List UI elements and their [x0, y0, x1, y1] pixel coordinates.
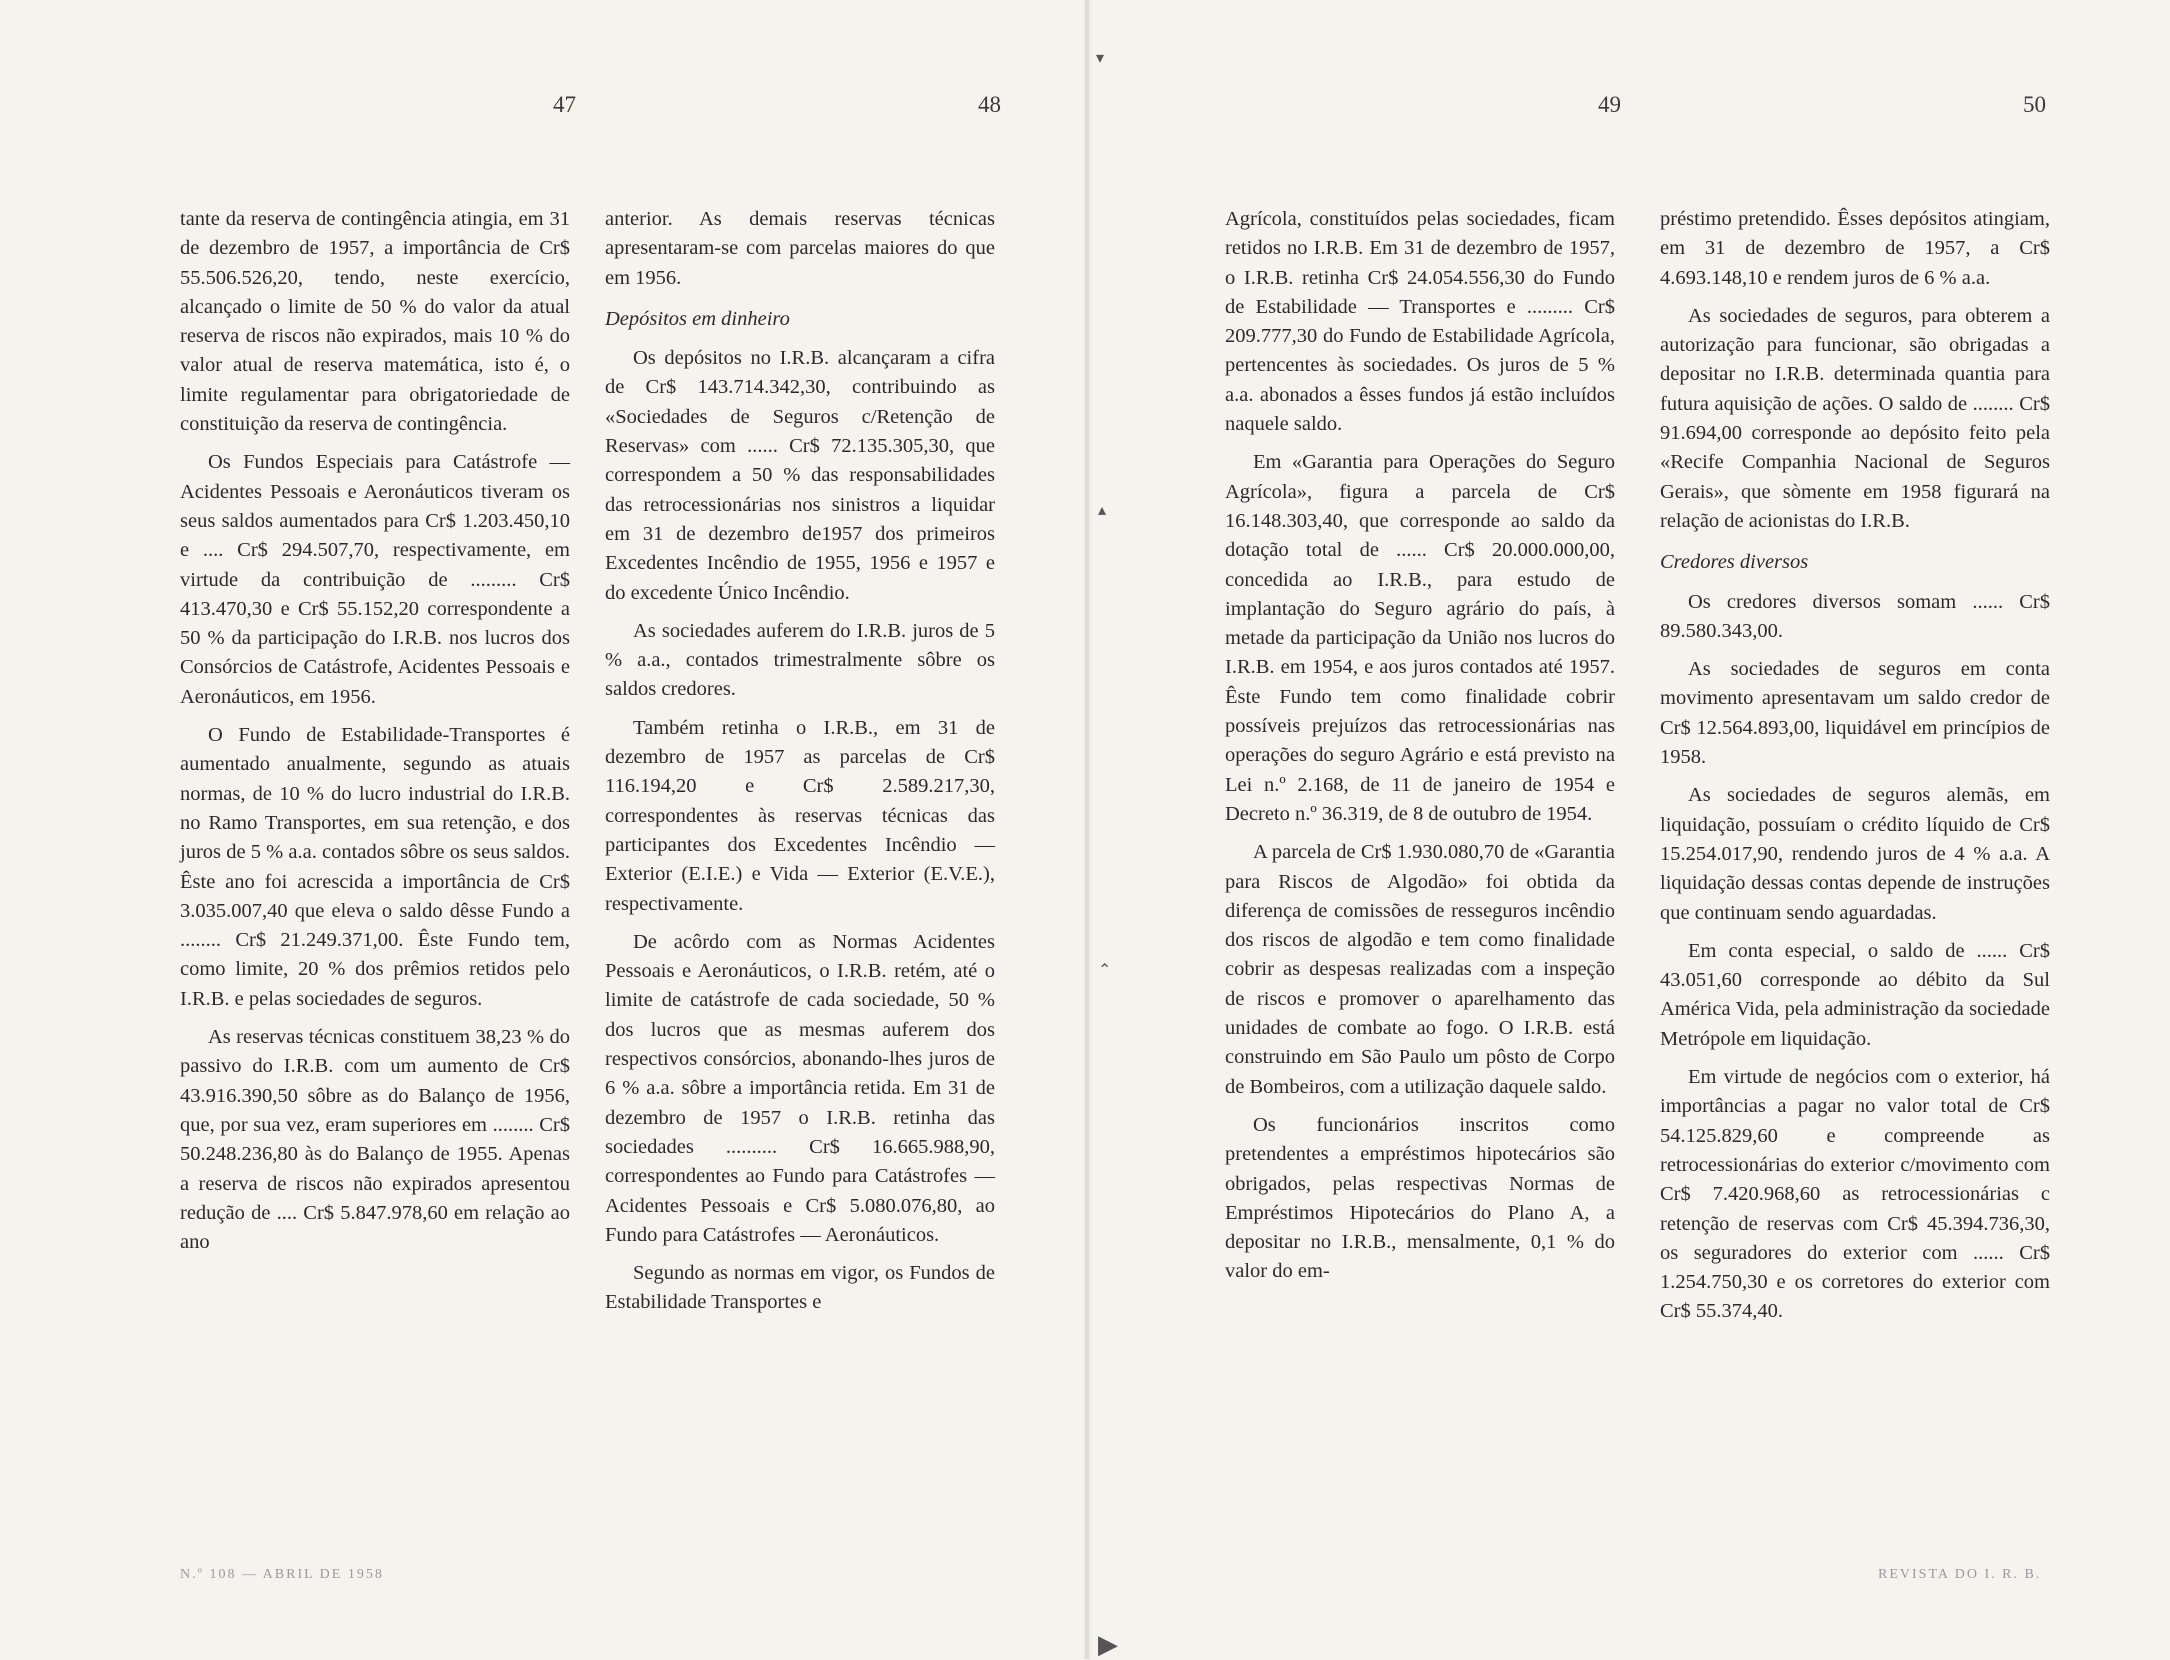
paragraph: tante da reserva de contingência atingia, em 31 de dezembro de 1957, a importância de Cr$ 55.506.526,20, tendo, neste exercício, alcançado o limite de 50 % do valor da atual reserva de riscos não expirados, mais 10 % do valor atual de reserva matemática, isto é, o limite regulamentar para obrigatoriedade de constituição da reserva de contingência.	[180, 208, 570, 436]
page-number-48: 48	[978, 92, 1001, 117]
section-heading: Depósitos em dinheiro	[605, 307, 790, 330]
paragraph: As reservas técnicas constituem 38,23 % do passivo do I.R.B. com um aumento de Cr$ 43.916.390,50 sôbre as do Balanço de 1956, que, por sua vez, eram superiores em ........ Cr$ 50.248.236,80 às do Balanço de 1955. Apenas a reserva de riscos não expirados apresentou redução de .... Cr$ 5.847.978,60 em relação ao ano	[180, 1026, 570, 1254]
paragraph: Os credores diversos somam ...... Cr$ 89.580.343,00.	[1660, 590, 2050, 642]
scan-mark-icon: ⌃	[1098, 962, 1112, 979]
paragraph: A parcela de Cr$ 1.930.080,70 de «Garantia para Riscos de Algodão» foi obtida da diferença de comissões de resseguros incêndio dos riscos de algodão e tem como finalidade cobrir as despesas realizadas com a inspeção de riscos e promover o aparelhamento das unidades de combate ao fogo. O I.R.B. está construindo em São Paulo um pôsto de Corpo de Bombeiros, com a utilização daquele saldo.	[1225, 841, 1615, 1098]
paragraph: préstimo pretendido. Êsses depósitos atingiam, em 31 de dezembro de 1957, a Cr$ 4.693.148,10 e rendem juros de 6 % a.a.	[1660, 208, 2050, 289]
paragraph: As sociedades auferem do I.R.B. juros de 5 % a.a., contados trimestralmente sôbre os saldos credores.	[605, 619, 995, 701]
paragraph: Agrícola, constituídos pelas sociedades, ficam retidos no I.R.B. Em 31 de dezembro de 1957, o I.R.B. retinha Cr$ 24.054.556,30 do Fundo de Estabilidade — Transportes e ......... Cr$ 209.777,30 do Fundo de Estabilidade Agrícola, pertencentes às sociedades. Os juros de 5 % a.a. abonados a êsses fundos já estão incluídos naquele saldo.	[1225, 208, 1615, 436]
paragraph: Os Fundos Especiais para Catástrofe — Acidentes Pessoais e Aeronáuticos tiveram os seus saldos aumentados para Cr$ 1.203.450,10 e .... Cr$ 294.507,70, respectivamente, em virtude da contribuição de ......... Cr$ 413.470,30 e Cr$ 55.152,20 correspondente a 50 % da participação do I.R.B. nos lucros dos Consórcios de Catástrofe, Acidentes Pessoais e Aeronáuticos, em 1956.	[180, 451, 570, 708]
paragraph: As sociedades de seguros alemãs, em liquidação, possuíam o crédito líquido de Cr$ 15.254.017,90, rendendo juros de 4 % a.a. A liquidação dessas contas depende de instruções que continuam sendo aguardadas.	[1660, 784, 2050, 924]
section-heading: Credores diversos	[1660, 551, 1809, 574]
scan-mark-icon: ▶	[1098, 1630, 1118, 1659]
paragraph: Segundo as normas em vigor, os Fundos de Estabilidade Transportes e	[605, 1262, 995, 1314]
footer-issue: N.º 108 — ABRIL DE 1958	[180, 1567, 384, 1582]
column-page-49	[1225, 205, 1615, 1296]
paragraph: O Fundo de Estabilidade-Transportes é aumentado anualmente, segundo as atuais normas, de 10 % do lucro industrial do I.R.B. no Ramo Transportes, em sua retenção, e dos juros de 5 % a.a. contados sôbre os seus saldos. Êste ano foi acrescida a importância de Cr$ 3.035.007,40 que eleva o saldo dêsse Fundo a ........ Cr$ 21.249.371,00. Êste Fundo tem, como limite, 20 % dos prêmios retidos pelo I.R.B. e pelas sociedades de seguros.	[180, 724, 570, 1010]
column-page-50	[1660, 205, 2050, 1336]
paragraph: anterior. As demais reservas técnicas apresentaram-se com parcelas maiores do que em 1956.	[605, 208, 995, 289]
scan-mark-icon: ▴	[1098, 502, 1107, 519]
paragraph: As sociedades de seguros, para obterem a autorização para funcionar, são obrigadas a depositar no I.R.B. determinada quantia para futura aquisição de ações. O saldo de ........ Cr$ 91.694,00 corresponde ao depósito feito pela «Recife Companhia Nacional de Seguros Gerais», que sòmente em 1958 figurará na relação de acionistas do I.R.B.	[1660, 304, 2050, 532]
page-number-49: 49	[1598, 92, 1621, 117]
page-number-47: 47	[553, 92, 576, 117]
footer-journal: REVISTA DO I. R. B.	[1878, 1567, 2042, 1582]
column-page-47	[180, 205, 570, 1266]
scan-mark-icon: ▾	[1096, 50, 1105, 67]
paragraph: As sociedades de seguros em conta movimento apresentavam um saldo credor de Cr$ 12.564.893,00, liquidável em princípios de 1958.	[1660, 658, 2050, 769]
column-page-48	[605, 205, 995, 1327]
paragraph: Os funcionários inscritos como pretendentes a empréstimos hipotecários são obrigados, pelas respectivas Normas de Empréstimos Hipotecários do Plano A, a depositar no I.R.B., mensalmente, 0,1 % do valor do em-	[1225, 1113, 1615, 1283]
paragraph: De acôrdo com as Normas Acidentes Pessoais e Aeronáuticos, o I.R.B. retém, até o limite de catástrofe de cada sociedade, 50 % dos lucros que as mesmas auferem dos respectivos consórcios, abonando-lhes juros de 6 % a.a. sôbre a importância retida. Em 31 de dezembro de 1957 o I.R.B. retinha das sociedades .......... Cr$ 16.665.988,90, correspondentes ao Fundo para Catástrofes — Acidentes Pessoais e Cr$ 5.080.076,80, ao Fundo para Catástrofes — Aeronáuticos.	[605, 930, 995, 1246]
paragraph: Em «Garantia para Operações do Seguro Agrícola», figura a parcela de Cr$ 16.148.303,40, que corresponde ao saldo da dotação total de ...... Cr$ 20.000.000,00, concedida ao I.R.B., para estudo de implantação do Seguro agrário do país, à metade da participação da União nos lucros do I.R.B. em 1954, e aos juros contados até 1957. Êste Fundo tem como finalidade cobrir possíveis prejuízos das retrocessionárias nas operações do seguro Agrário e está previsto na Lei n.º 2.168, de 11 de janeiro de 1954 e Decreto n.º 36.319, de 8 de outubro de 1954.	[1225, 451, 1615, 825]
paragraph: Os depósitos no I.R.B. alcançaram a cifra de Cr$ 143.714.342,30, contribuindo as «Sociedades de Seguros c/Retenção de Reservas» com ...... Cr$ 72.135.305,30, que correspondem a 50 % das responsabilidades das retrocessionárias nos sinistros a liquidar em 31 de dezembro de1957 dos primeiros Excedentes Incêndio de 1955, 1956 e 1957 e do excedente Único Incêndio.	[605, 347, 995, 604]
paragraph: Também retinha o I.R.B., em 31 de dezembro de 1957 as parcelas de Cr$ 116.194,20 e Cr$ 2.589.217,30, correspondentes às reservas técnicas das participantes dos Excedentes Incêndio — Exterior (E.I.E.) e Vida — Exterior (E.V.E.), respectivamente.	[605, 716, 995, 915]
paragraph: Em conta especial, o saldo de ...... Cr$ 43.051,60 corresponde ao débito da Sul América Vida, pela administração da sociedade Metrópole em liquidação.	[1660, 939, 2050, 1050]
paragraph: Em virtude de negócios com o exterior, há importâncias a pagar no valor total de Cr$ 54.125.829,60 e compreende as retrocessionárias do exterior c/movimento com Cr$ 7.420.968,60 as retrocessionárias c retenção de reservas com Cr$ 45.394.736,30, os seguradores do exterior com ...... Cr$ 1.254.750,30 e os corretores do exterior com Cr$ 55.374,40.	[1660, 1066, 2050, 1323]
page-number-50: 50	[2023, 92, 2046, 117]
page-gutter	[1084, 0, 1090, 1659]
